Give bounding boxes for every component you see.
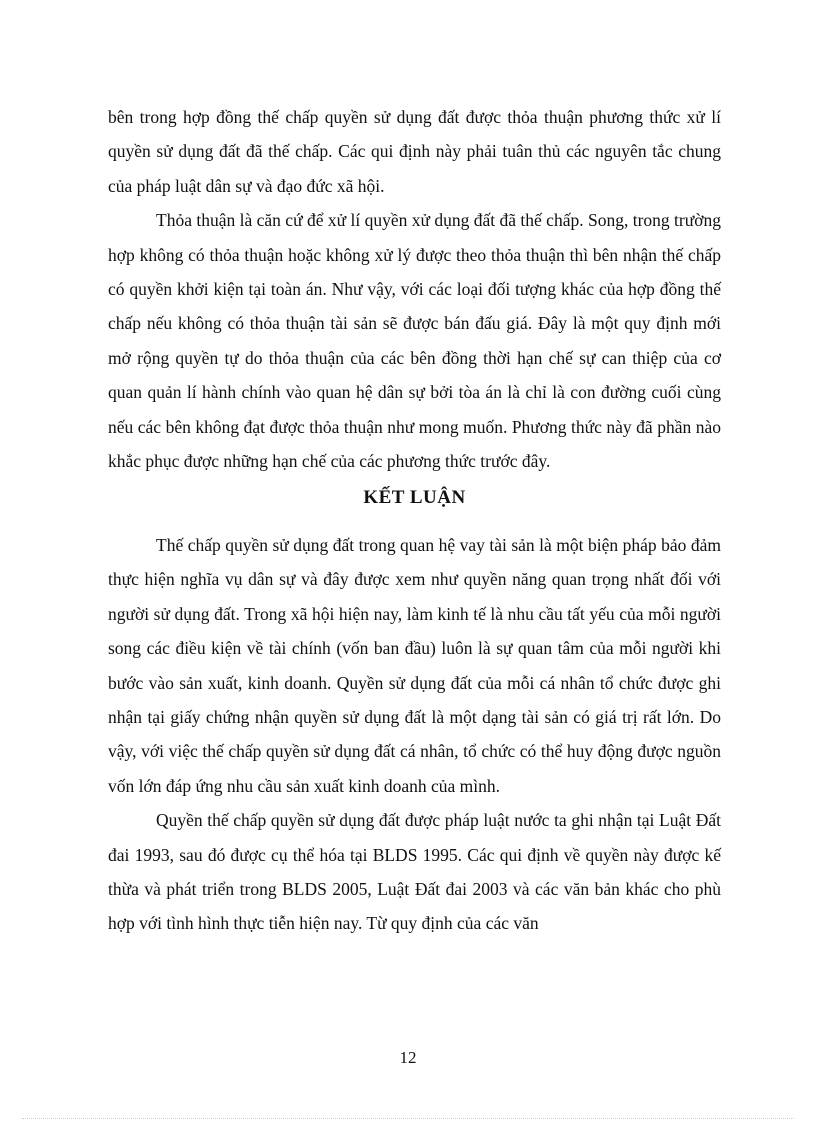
page-edge-divider <box>22 1118 794 1119</box>
paragraph-continuation: bên trong hợp đồng thế chấp quyền sử dụng đất được thỏa thuận phương thức xử lí quyền sử dụng đất đã thế chấp. Các qui định này phải tuân thủ các nguyên tắc chung của pháp luật dân sự và đạo đức xã hội. <box>108 107 721 196</box>
page-number: 12 <box>399 1048 417 1067</box>
section-heading-conclusion: KẾT LUẬN <box>363 487 466 509</box>
paragraph-agreement-basis: Thỏa thuận là căn cứ để xử lí quyền xử dụng đất đã thế chấp. Song, trong trường hợp không có thỏa thuận hoặc không xử lý được theo thỏa thuận thì bên nhận thế chấp có quyền khởi kiện tại toàn án. Như vậy, với các loại đối tượng khác của hợp đồng thế chấp nếu không có thỏa thuận tài sản sẽ được bán đấu giá. Đây là một quy định mới mở rộng quyền tự do thỏa thuận của các bên đồng thời hạn chế sự can thiệp của cơ quan quản lí hành chính vào quan hệ dân sự bởi tòa án là chỉ là con đường cuối cùng nếu các bên không đạt được thỏa thuận như mong muốn. Phương thức này đã phần nào khắc phục được những hạn chế của các phương thức trước đây. <box>108 210 721 472</box>
paragraph-conclusion-1: Thế chấp quyền sử dụng đất trong quan hệ vay tài sản là một biện pháp bảo đảm thực hiện nghĩa vụ dân sự và đây được xem như quyền năng quan trọng nhất đối với người sử dụng đất. Trong xã hội hiện nay, làm kinh tế là nhu cầu tất yếu của mỗi người song các điều kiện về tài chính (vốn ban đầu) luôn là sự quan tâm của mỗi người khi bước vào sản xuất, kinh doanh. Quyền sử dụng đất của mỗi cá nhân tổ chức được ghi nhận tại giấy chứng nhận quyền sử dụng đất là một dạng tài sản có giá trị rất lớn. Do vậy, với việc thế chấp quyền sử dụng đất cá nhân, tổ chức có thể huy động được nguồn vốn lớn đáp ứng nhu cầu sản xuất kinh doanh của mình. <box>108 534 721 796</box>
document-body <box>108 100 721 941</box>
paragraph-conclusion-2: Quyền thế chấp quyền sử dụng đất được pháp luật nước ta ghi nhận tại Luật Đất đai 1993, sau đó được cụ thể hóa tại BLDS 1995. Các qui định về quyền này được kế thừa và phát triển trong BLDS 2005, Luật Đất đai 2003 và các văn bản khác cho phù hợp với tình hình thực tiễn hiện nay. Từ quy định của các văn <box>108 810 721 934</box>
